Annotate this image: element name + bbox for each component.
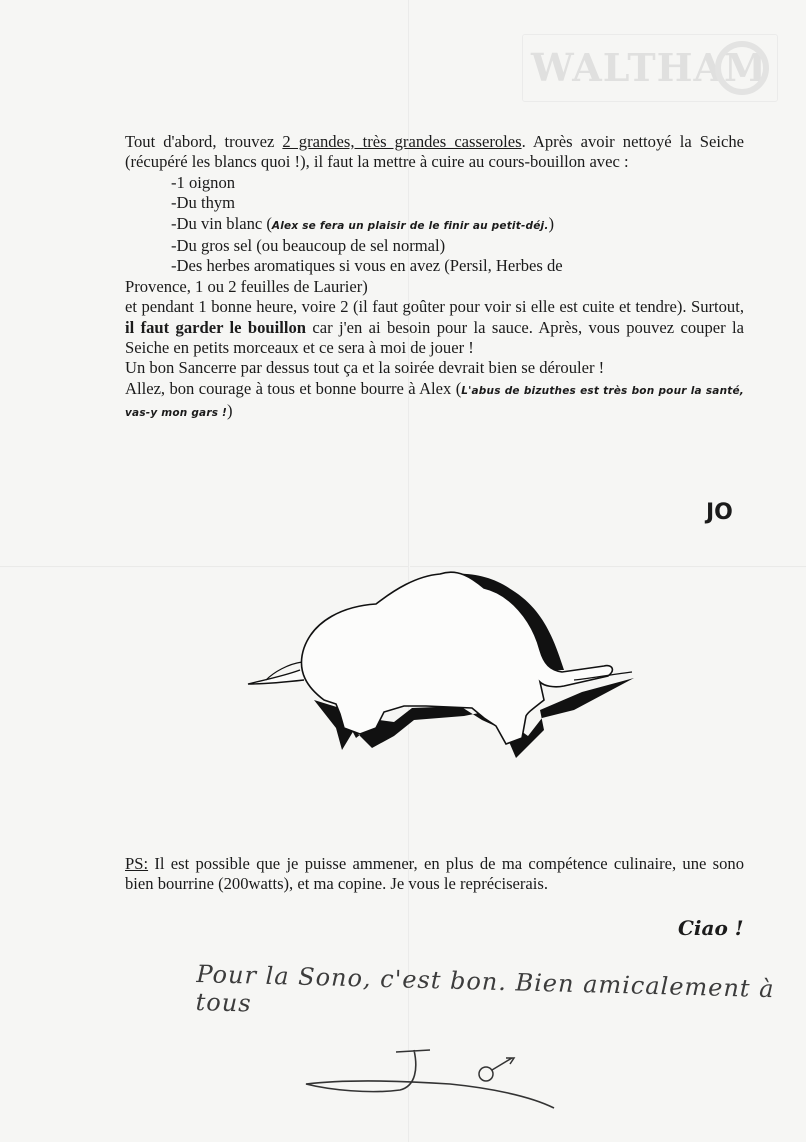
signature-scribble-icon xyxy=(300,1046,560,1116)
courage-note: L'abus de bizuthes est très bon pour la santé, vas-y mon gars ! xyxy=(125,384,744,420)
letterhead-brand: WALTHAM xyxy=(531,45,768,90)
ingredient-item: -1 oignon xyxy=(171,172,236,192)
ingredient-item: -Du thym xyxy=(171,193,236,213)
elephant-icon xyxy=(244,560,644,760)
intro-underlined: 2 grandes, très grandes casseroles xyxy=(282,132,522,151)
ps-text: Il est possible que je puisse ammener, en plus de ma compétence culinaire, une sono bien bourrine (200watts), et ma copine. Je vous le repréciserais. xyxy=(125,854,744,894)
ciao-signoff: Ciao ! xyxy=(678,916,744,940)
sancerre-text: Un bon Sancerre par dessus tout ça et la soirée devrait bien se dérouler ! xyxy=(125,358,605,378)
cooking-text: et pendant 1 bonne heure, voire 2 (il faut goûter pour voir si elle est cuite et tendre). Surtout, il faut garder le bouillon car j'en ai besoin pour la sauce. Après, vous pouvez couper la Seiche en petits morceaux et ce sera à moi de jouer ! xyxy=(125,297,744,358)
ingredient-item: -Du vin blanc (Alex se fera un plaisir de le finir au petit-déj.) xyxy=(171,213,555,233)
globe-icon xyxy=(715,41,769,95)
intro-text: Tout d'abord, trouvez 2 grandes, très grandes casseroles. Après avoir nettoyé la Seiche (récupéré les blancs quoi !), il faut la mettre à cuire au cours-bouillon avec : xyxy=(125,132,744,172)
recipe-text xyxy=(125,132,744,424)
signoff-jo: JO xyxy=(706,500,733,525)
ps-label: PS: xyxy=(125,854,149,873)
vin-note: Alex se fera un plaisir de le finir au petit-déj. xyxy=(271,219,549,232)
herbs-continuation: Provence, 1 ou 2 feuilles de Laurier) xyxy=(125,276,368,296)
handwritten-note: Pour la Sono, c'est bon. Bien amicalement à tous xyxy=(195,960,775,1018)
ingredient-item: -Des herbes aromatiques si vous en avez (Persil, Herbes de xyxy=(171,256,563,276)
letterhead-logo xyxy=(522,34,778,102)
courage-text: Allez, bon courage à tous et bonne bourre à Alex (L'abus de bizuthes est très bon pour la santé, vas-y mon gars !) xyxy=(125,378,744,421)
postscript xyxy=(125,854,744,895)
bold-instruction: il faut garder le bouillon xyxy=(125,317,307,337)
ingredient-item: -Du gros sel (ou beaucoup de sel normal) xyxy=(171,236,446,256)
